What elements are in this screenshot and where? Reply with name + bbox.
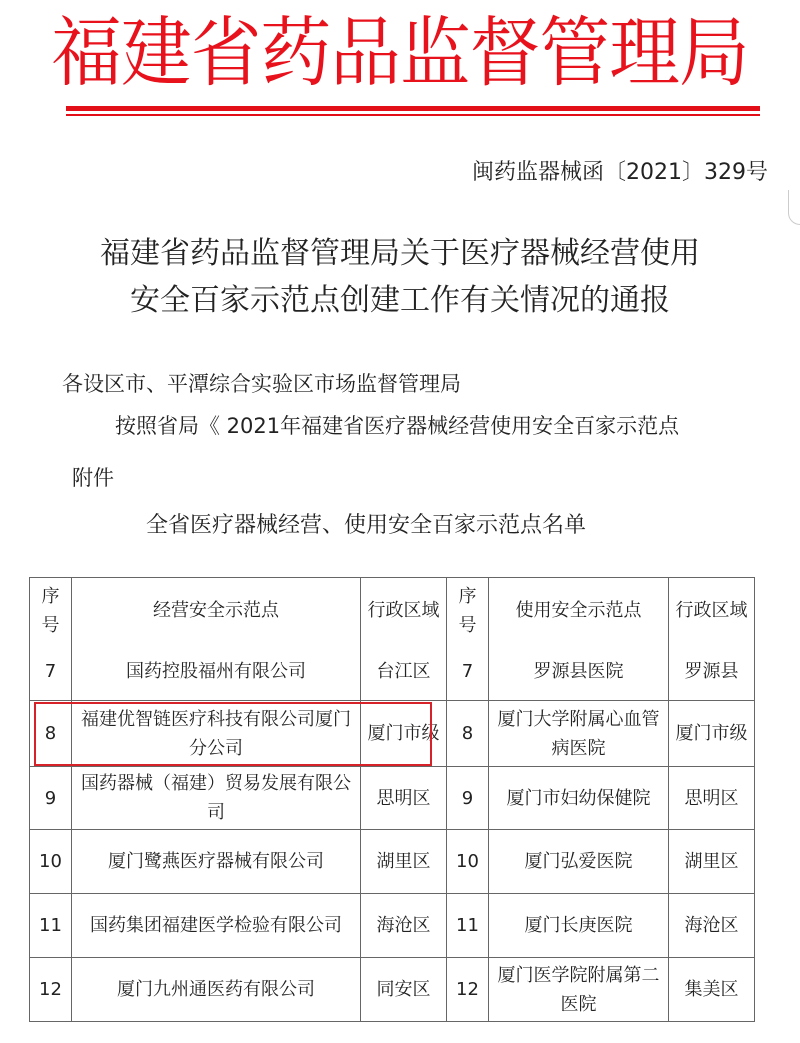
table-header-row	[30, 578, 755, 644]
usage-site: 厦门长庚医院	[489, 894, 669, 958]
row-no-1: 10	[30, 830, 72, 894]
table-row	[30, 958, 755, 1022]
region-1: 同安区	[361, 958, 447, 1022]
usage-site: 厦门医学院附属第二医院	[489, 958, 669, 1022]
business-site: 厦门鹭燕医疗器械有限公司	[72, 830, 361, 894]
region-1: 湖里区	[361, 830, 447, 894]
region-2: 厦门市级	[669, 701, 755, 767]
header-business-site: 经营安全示范点	[72, 578, 361, 644]
table-row	[30, 767, 755, 830]
region-2: 集美区	[669, 958, 755, 1022]
row-no-1: 12	[30, 958, 72, 1022]
usage-site: 罗源县医院	[489, 644, 669, 701]
row-no-2: 11	[447, 894, 489, 958]
region-2: 思明区	[669, 767, 755, 830]
row-no-2: 7	[447, 644, 489, 701]
region-1: 台江区	[361, 644, 447, 701]
agency-letterhead: 福建省药品监督管理局	[51, 8, 749, 97]
header-no-1: 序号	[30, 578, 72, 644]
usage-site: 厦门市妇幼保健院	[489, 767, 669, 830]
page-edge-mark	[788, 190, 800, 225]
region-2: 湖里区	[669, 830, 755, 894]
header-usage-site: 使用安全示范点	[489, 578, 669, 644]
business-site: 国药控股福州有限公司	[72, 644, 361, 701]
business-site: 厦门九州通医药有限公司	[72, 958, 361, 1022]
row-no-2: 8	[447, 701, 489, 767]
document-title-line-2: 安全百家示范点创建工作有关情况的通报	[130, 283, 670, 318]
table-row	[30, 644, 755, 701]
usage-site: 厦门弘爱医院	[489, 830, 669, 894]
table-row	[30, 894, 755, 958]
business-site: 国药器械（福建）贸易发展有限公司	[72, 767, 361, 830]
region-2: 罗源县	[669, 644, 755, 701]
table-row	[30, 830, 755, 894]
list-title: 全省医疗器械经营、使用安全百家示范点名单	[146, 513, 587, 538]
demonstration-sites-table	[29, 577, 755, 1022]
document-title-line-1: 福建省药品监督管理局关于医疗器械经营使用	[100, 236, 700, 271]
usage-site: 厦门大学附属心血管病医院	[489, 701, 669, 767]
region-1: 海沧区	[361, 894, 447, 958]
region-1: 思明区	[361, 767, 447, 830]
document-number: 闽药监器械函〔2021〕329号	[472, 160, 768, 185]
highlight-box	[34, 702, 432, 766]
attachment-label: 附件	[72, 466, 114, 490]
addressee: 各设区市、平潭综合实验区市场监督管理局	[62, 372, 461, 396]
row-no-1: 11	[30, 894, 72, 958]
header-region-1: 行政区域	[361, 578, 447, 644]
body-paragraph: 按照省局《 2021年福建省医疗器械经营使用安全百家示范点	[115, 414, 680, 438]
business-site: 国药集团福建医学检验有限公司	[72, 894, 361, 958]
row-no-2: 10	[447, 830, 489, 894]
row-no-2: 9	[447, 767, 489, 830]
row-no-2: 12	[447, 958, 489, 1022]
row-no-1: 8	[30, 701, 72, 767]
letterhead-rule-thick	[66, 106, 760, 111]
row-no-1: 9	[30, 767, 72, 830]
region-1: 厦门市级	[361, 701, 447, 767]
region-2: 海沧区	[669, 894, 755, 958]
letterhead-rule-thin	[66, 114, 760, 116]
business-site: 福建优智链医疗科技有限公司厦门分公司	[72, 701, 361, 767]
header-no-2: 序号	[447, 578, 489, 644]
row-no-1: 7	[30, 644, 72, 701]
header-region-2: 行政区域	[669, 578, 755, 644]
